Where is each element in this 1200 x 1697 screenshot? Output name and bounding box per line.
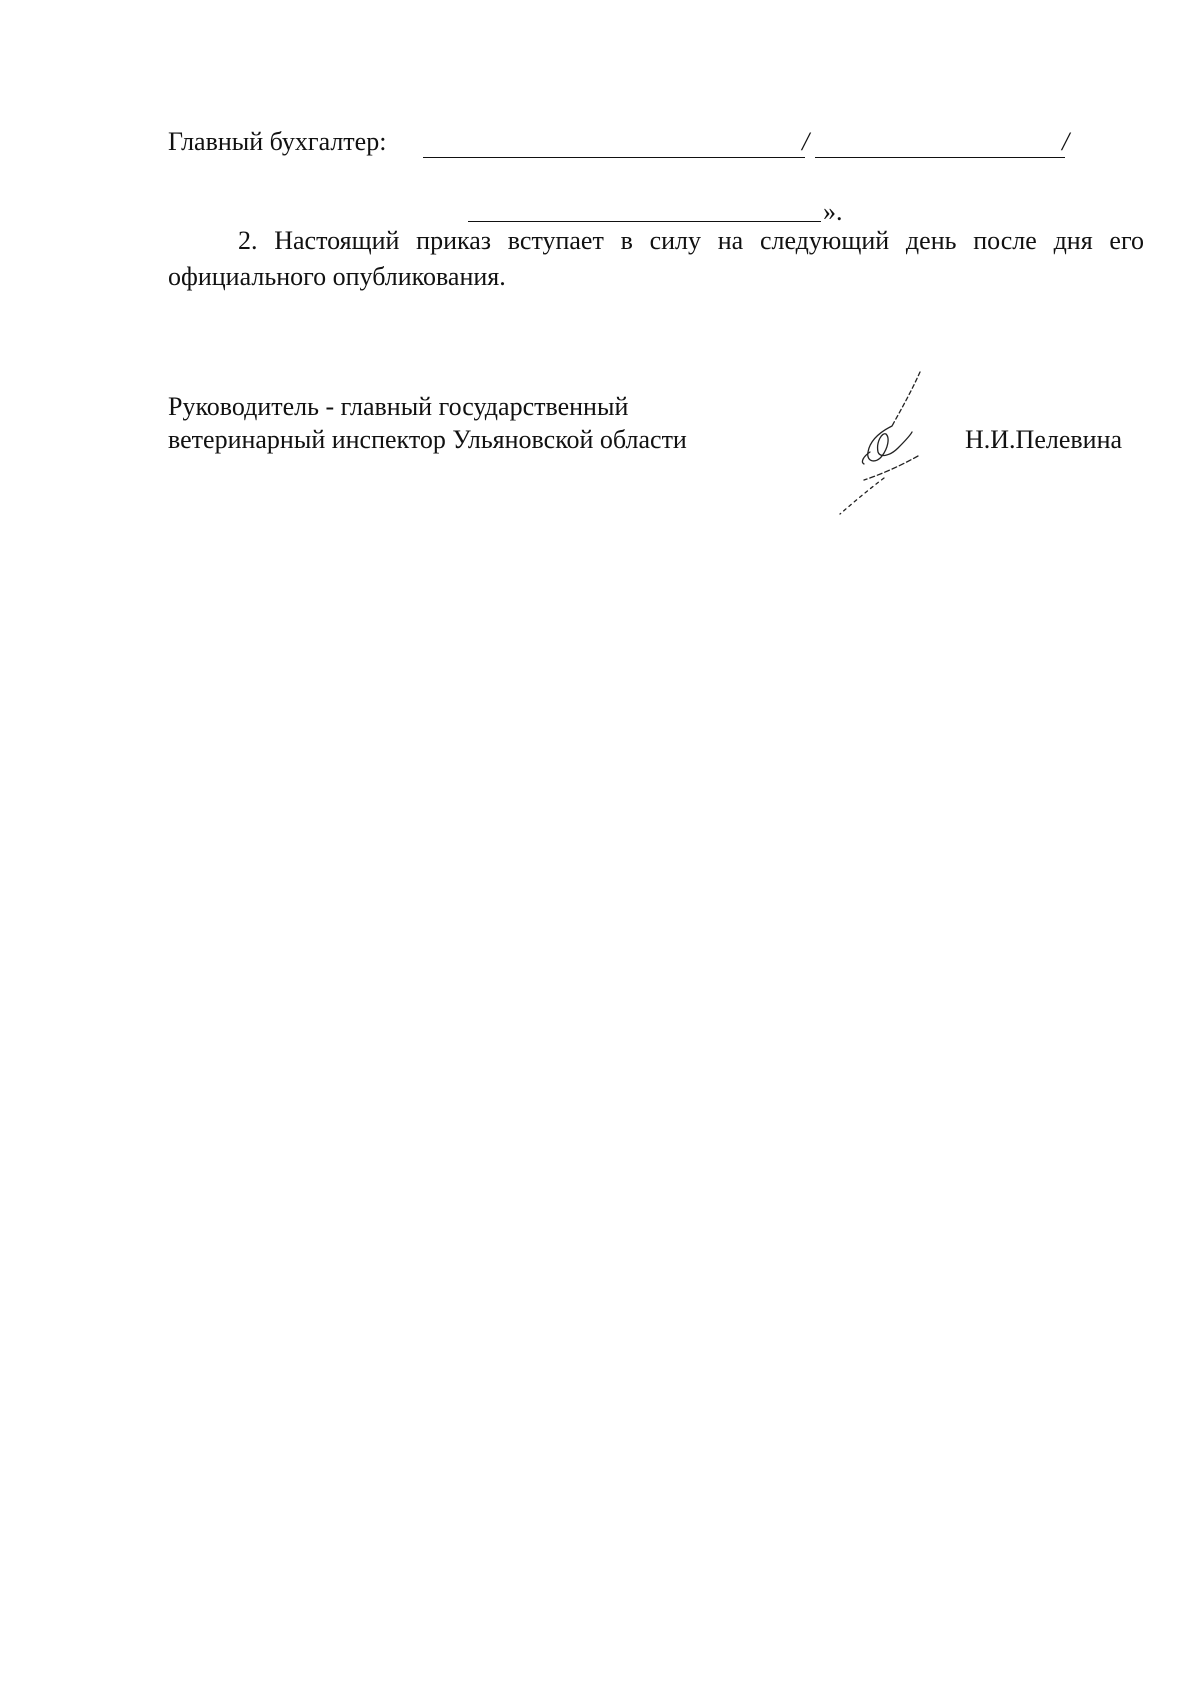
blank-line bbox=[468, 221, 821, 222]
word: вступает bbox=[507, 226, 604, 255]
closing-quote: ». bbox=[823, 197, 843, 226]
paragraph-2-line-2: официального опубликования. bbox=[168, 262, 506, 291]
signer-title-line-1: Руководитель - главный государственный bbox=[168, 392, 629, 421]
word: Настоящий bbox=[274, 226, 400, 255]
handwritten-signature bbox=[820, 360, 930, 515]
word: силу bbox=[649, 226, 702, 255]
accountant-label: Главный бухгалтер: bbox=[168, 127, 387, 156]
word: приказ bbox=[416, 226, 492, 255]
word: дня bbox=[1053, 226, 1093, 255]
accountant-slash-2: / bbox=[1062, 127, 1070, 156]
signer-title-line-2: ветеринарный инспектор Ульяновской области bbox=[168, 425, 687, 454]
word: его bbox=[1109, 226, 1144, 255]
word: после bbox=[973, 226, 1037, 255]
signer-name: Н.И.Пелевина bbox=[965, 425, 1123, 454]
word: в bbox=[620, 226, 633, 255]
paragraph-2-line-1 bbox=[238, 224, 1144, 258]
accountant-slash-1: / bbox=[802, 127, 810, 156]
word: следующий bbox=[759, 226, 890, 255]
accountant-name-line bbox=[815, 157, 1065, 158]
word: на bbox=[717, 226, 744, 255]
accountant-signature-line bbox=[423, 157, 805, 158]
word: 2. bbox=[238, 226, 258, 255]
word: день bbox=[905, 226, 957, 255]
